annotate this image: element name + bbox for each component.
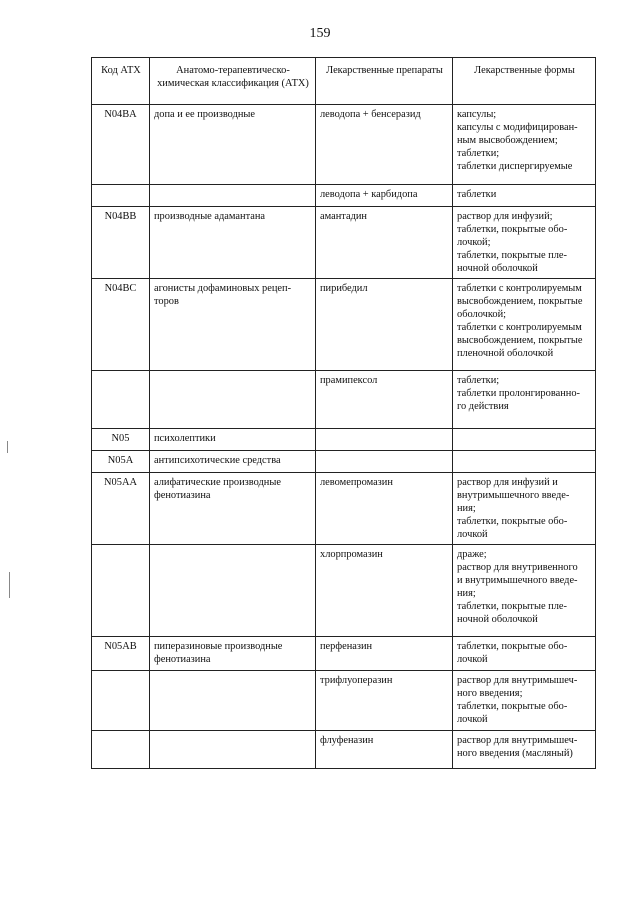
atx-code-cell: N05 xyxy=(92,429,150,451)
table-row xyxy=(92,473,596,545)
table-header xyxy=(92,58,596,105)
scan-margin-mark xyxy=(7,441,8,453)
dosage-form-line: таблетки; xyxy=(457,148,500,159)
atx-code-cell xyxy=(92,371,150,429)
dosage-forms-cell xyxy=(453,473,596,545)
dosage-form-line: внутримышечного введе- xyxy=(457,490,570,501)
atx-code-cell: N04BB xyxy=(92,207,150,279)
drug-cell: хлорпромазин xyxy=(316,545,453,637)
dosage-forms-cell xyxy=(453,207,596,279)
dosage-form-line: пленочной оболочкой xyxy=(457,348,554,359)
drug-cell: амантадин xyxy=(316,207,453,279)
atx-code-cell xyxy=(92,671,150,731)
dosage-forms-cell xyxy=(453,185,596,207)
classification-cell xyxy=(150,731,316,769)
dosage-form-line: ного введения (масляный) xyxy=(457,748,573,759)
dosage-form-line: таблетки с контролируемым xyxy=(457,283,582,294)
dosage-form-line: раствор для инфузий и xyxy=(457,477,558,488)
classification-cell xyxy=(150,545,316,637)
dosage-form-line: капсулы с модифицирован- xyxy=(457,122,578,133)
dosage-forms-cell xyxy=(453,451,596,473)
dosage-form-line: го действия xyxy=(457,401,509,412)
dosage-forms-cell xyxy=(453,429,596,451)
table-row xyxy=(92,185,596,207)
dosage-forms-cell xyxy=(453,279,596,371)
dosage-form-line: лочкой xyxy=(457,714,488,725)
dosage-form-line: ния; xyxy=(457,503,476,514)
drug-cell: флуфеназин xyxy=(316,731,453,769)
dosage-forms-cell xyxy=(453,105,596,185)
classification-cell xyxy=(150,671,316,731)
dosage-form-line: капсулы; xyxy=(457,109,497,120)
classification-cell: антипсихотические средства xyxy=(150,451,316,473)
classification-cell: психолептики xyxy=(150,429,316,451)
dosage-form-line: таблетки; xyxy=(457,375,500,386)
table-row xyxy=(92,637,596,671)
dosage-form-line: таблетки, покрытые обо- xyxy=(457,641,568,652)
atx-code-cell: N05AA xyxy=(92,473,150,545)
dosage-form-line: и внутримышечного введе- xyxy=(457,575,578,586)
classification-cell xyxy=(150,185,316,207)
classification-cell: пиперазиновые производные фенотиазина xyxy=(150,637,316,671)
dosage-form-line: раствор для внутримышеч- xyxy=(457,675,578,686)
dosage-form-line: раствор для внутримышеч- xyxy=(457,735,578,746)
dosage-form-line: таблетки, покрытые обо- xyxy=(457,701,568,712)
table-row xyxy=(92,451,596,473)
dosage-form-line: ночной оболочкой xyxy=(457,263,538,274)
drug-cell: леводопа + карбидопа xyxy=(316,185,453,207)
dosage-form-line: раствор для внутривенного xyxy=(457,562,578,573)
dosage-form-line: раствор для инфузий; xyxy=(457,211,553,222)
header-dosage-forms: Лекарственные формы xyxy=(453,58,596,105)
dosage-forms-cell xyxy=(453,545,596,637)
dosage-form-line: таблетки, покрытые обо- xyxy=(457,224,568,235)
header-atx-code: Код АТХ xyxy=(92,58,150,105)
drug-cell: прамипексол xyxy=(316,371,453,429)
drug-cell xyxy=(316,429,453,451)
dosage-forms-cell xyxy=(453,671,596,731)
dosage-form-line: высвобождением, покрытые xyxy=(457,335,583,346)
atx-code-cell xyxy=(92,185,150,207)
dosage-form-line: ночной оболочкой xyxy=(457,614,538,625)
dosage-form-line: драже; xyxy=(457,549,487,560)
dosage-form-line: ного введения; xyxy=(457,688,523,699)
table-body xyxy=(92,105,596,769)
atx-code-cell xyxy=(92,545,150,637)
classification-cell: производные адамантана xyxy=(150,207,316,279)
table-row xyxy=(92,279,596,371)
atx-code-cell xyxy=(92,731,150,769)
atx-code-cell: N04BA xyxy=(92,105,150,185)
dosage-form-line: лочкой xyxy=(457,654,488,665)
page-number: 159 xyxy=(309,26,331,41)
dosage-form-line: таблетки пролонгированно- xyxy=(457,388,580,399)
header-row xyxy=(92,58,596,105)
dosage-forms-cell xyxy=(453,371,596,429)
table-row xyxy=(92,207,596,279)
atx-code-cell: N05A xyxy=(92,451,150,473)
classification-cell xyxy=(150,371,316,429)
dosage-form-line: ным высвобождением; xyxy=(457,135,558,146)
dosage-form-line: таблетки xyxy=(457,189,497,200)
dosage-form-line: лочкой xyxy=(457,529,488,540)
dosage-form-line: таблетки, покрытые пле- xyxy=(457,250,567,261)
drug-cell xyxy=(316,451,453,473)
scan-margin-mark xyxy=(9,572,10,598)
classification-cell: агонисты дофаминовых рецеп-торов xyxy=(150,279,316,371)
dosage-form-line: оболочкой; xyxy=(457,309,507,320)
table-row xyxy=(92,545,596,637)
table-row xyxy=(92,105,596,185)
dosage-form-line: таблетки диспергируемые xyxy=(457,161,573,172)
drug-cell: левомепромазин xyxy=(316,473,453,545)
dosage-form-line: таблетки, покрытые обо- xyxy=(457,516,568,527)
table-row xyxy=(92,371,596,429)
dosage-forms-cell xyxy=(453,731,596,769)
drug-cell: трифлуоперазин xyxy=(316,671,453,731)
dosage-form-line: лочкой; xyxy=(457,237,491,248)
dosage-form-line: таблетки с контролируемым xyxy=(457,322,582,333)
header-drugs: Лекарственные препараты xyxy=(316,58,453,105)
header-classification: Анатомо-терапевтическо-химическая классификация (АТХ) xyxy=(150,58,316,105)
drug-cell: пирибедил xyxy=(316,279,453,371)
dosage-form-line: таблетки, покрытые пле- xyxy=(457,601,567,612)
classification-cell: алифатические производные фенотиазина xyxy=(150,473,316,545)
dosage-form-line: ния; xyxy=(457,588,476,599)
table-row xyxy=(92,671,596,731)
classification-cell: допа и ее производные xyxy=(150,105,316,185)
dosage-form-line: высвобождением, покрытые xyxy=(457,296,583,307)
table-row xyxy=(92,731,596,769)
table-row xyxy=(92,429,596,451)
atx-code-cell: N04BC xyxy=(92,279,150,371)
atx-code-cell: N05AB xyxy=(92,637,150,671)
drug-cell: перфеназин xyxy=(316,637,453,671)
dosage-forms-cell xyxy=(453,637,596,671)
drug-cell: леводопа + бенсеразид xyxy=(316,105,453,185)
atx-table xyxy=(91,57,596,769)
